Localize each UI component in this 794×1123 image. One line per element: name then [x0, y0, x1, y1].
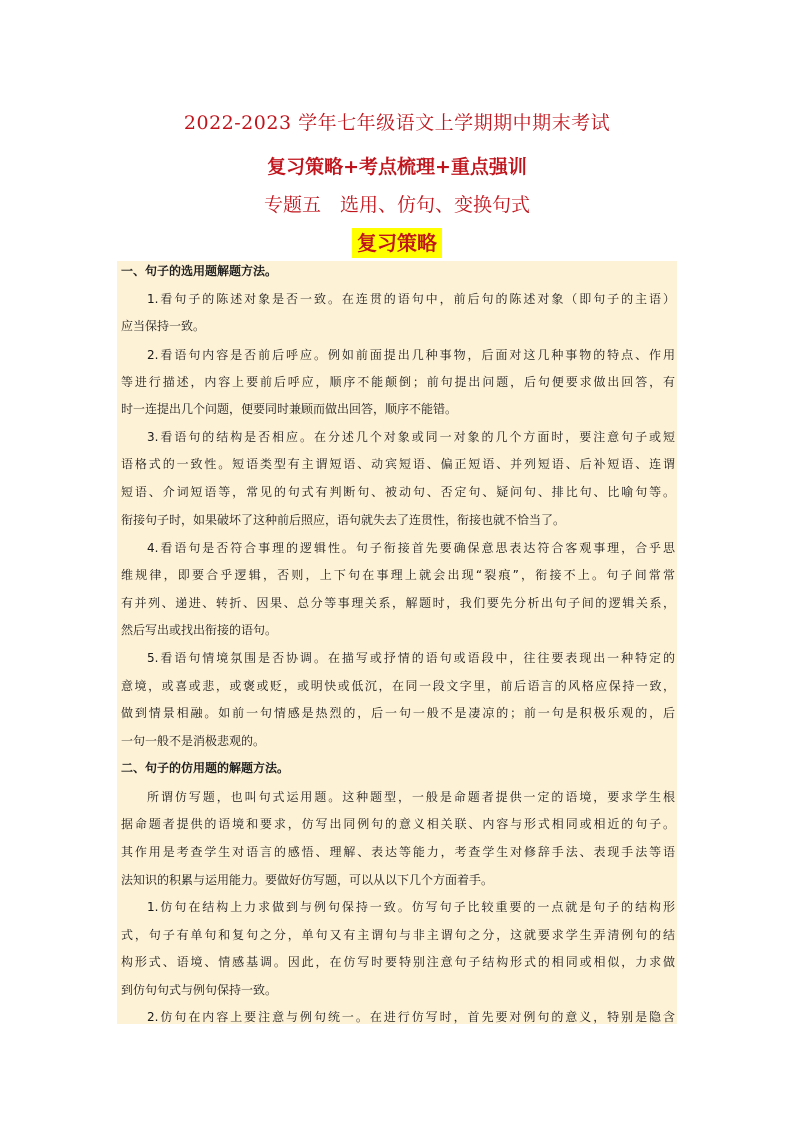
section-heading: 二、句子的仿用题的解题方法。 [121, 761, 290, 775]
paragraph-line: 维规律，即要合乎逻辑，否则，上下句在事理上就会出现“裂痕”，衔接不上。句子间常常 [121, 568, 675, 582]
paragraph-line: 短语、介词短语等，常见的句式有判断句、被动句、否定句、疑问句、排比句、比喻句等。 [121, 485, 675, 499]
paragraph-line: 时一连提出几个问题，便要同时兼顾而做出回答，顺序不能错。 [121, 402, 458, 416]
document-title: 2022-2023 学年七年级语文上学期期中期末考试 [183, 112, 611, 134]
paragraph-line: 有并列、递进、转折、因果、总分等事理关系，解题时，我们要先分析出句子间的逻辑关系， [121, 596, 675, 610]
paragraph-line: 5.看语句情境氛围是否协调。在描写或抒情的语句或语段中，往往要表现出一种特定的 [147, 651, 675, 665]
paragraph-line: 法知识的积累与运用能力。要做好仿写题，可以从以下几个方面着手。 [121, 873, 494, 887]
paragraph-line: 1.仿句在结构上力求做到与例句保持一致。仿写句子比较重要的一点就是句子的结构形 [147, 900, 675, 914]
section-heading: 一、句子的选用题解题方法。 [121, 264, 278, 278]
paragraph-line: 式，句子有单句和复句之分，单句又有主谓句与非主谓句之分，这就要求学生弄清例句的结 [121, 928, 675, 942]
paragraph-line: 3.看语句的结构是否相应。在分述几个对象或同一对象的几个方面时，要注意句子或短 [147, 430, 675, 444]
paragraph-line: 一句一般不是消极悲观的。 [121, 734, 266, 748]
content-panel [117, 261, 677, 1024]
paragraph-line: 等进行描述，内容上要前后呼应，顺序不能颠倒；前句提出问题，后句便要求做出回答，有 [121, 375, 675, 389]
paragraph-line: 构形式、语境、情感基调。因此，在仿写时要特别注意句子结构形式的相同或相似，力求做 [121, 955, 675, 969]
document-subtitle: 复习策略+考点梳理+重点强训 [267, 156, 527, 178]
paragraph-line: 然后写出或找出衔接的语句。 [121, 623, 278, 637]
topic-title: 专题五 选用、仿句、变换句式 [263, 194, 530, 216]
section-badge: 复习策略 [352, 228, 442, 258]
paragraph-line: 据命题者提供的语境和要求，仿写出同例句的意义相关联、内容与形式相同或相近的句子。 [121, 817, 675, 831]
paragraph-line: 4.看语句是否符合事理的逻辑性。句子衔接首先要确保意思表达符合客观事理，合乎思 [147, 541, 675, 555]
paragraph-line: 1.看句子的陈述对象是否一致。在连贯的语句中，前后句的陈述对象（即句子的主语） [147, 292, 675, 306]
paragraph-line: 应当保持一致。 [121, 319, 206, 333]
paragraph-line: 语格式的一致性。短语类型有主谓短语、动宾短语、偏正短语、并列短语、后补短语、连谓 [121, 457, 675, 471]
paragraph-line: 意境，或喜或悲，或褒或贬，或明快或低沉，在同一段文字里，前后语言的风格应保持一致， [121, 679, 675, 693]
paragraph-line: 2.仿句在内容上要注意与例句统一。在进行仿写时，首先要对例句的意义，特别是隐含 [147, 1010, 675, 1024]
paragraph-line: 其作用是考查学生对语言的感悟、理解、表达等能力，考查学生对修辞手法、表现手法等语 [121, 845, 675, 859]
paragraph-line: 做到情景相融。如前一句情感是热烈的，后一句一般不是凄凉的；前一句是积极乐观的，后 [121, 706, 675, 720]
paragraph-line: 2.看语句内容是否前后呼应。例如前面提出几种事物，后面对这几种事物的特点、作用 [147, 348, 675, 362]
paragraph-line: 衔接句子时，如果破坏了这种前后照应，语句就失去了连贯性，衔接也就不恰当了。 [121, 513, 566, 527]
paragraph-line: 到仿句句式与例句保持一致。 [121, 983, 278, 997]
paragraph-line: 所谓仿写题，也叫句式运用题。这种题型，一般是命题者提供一定的语境，要求学生根 [147, 790, 675, 804]
